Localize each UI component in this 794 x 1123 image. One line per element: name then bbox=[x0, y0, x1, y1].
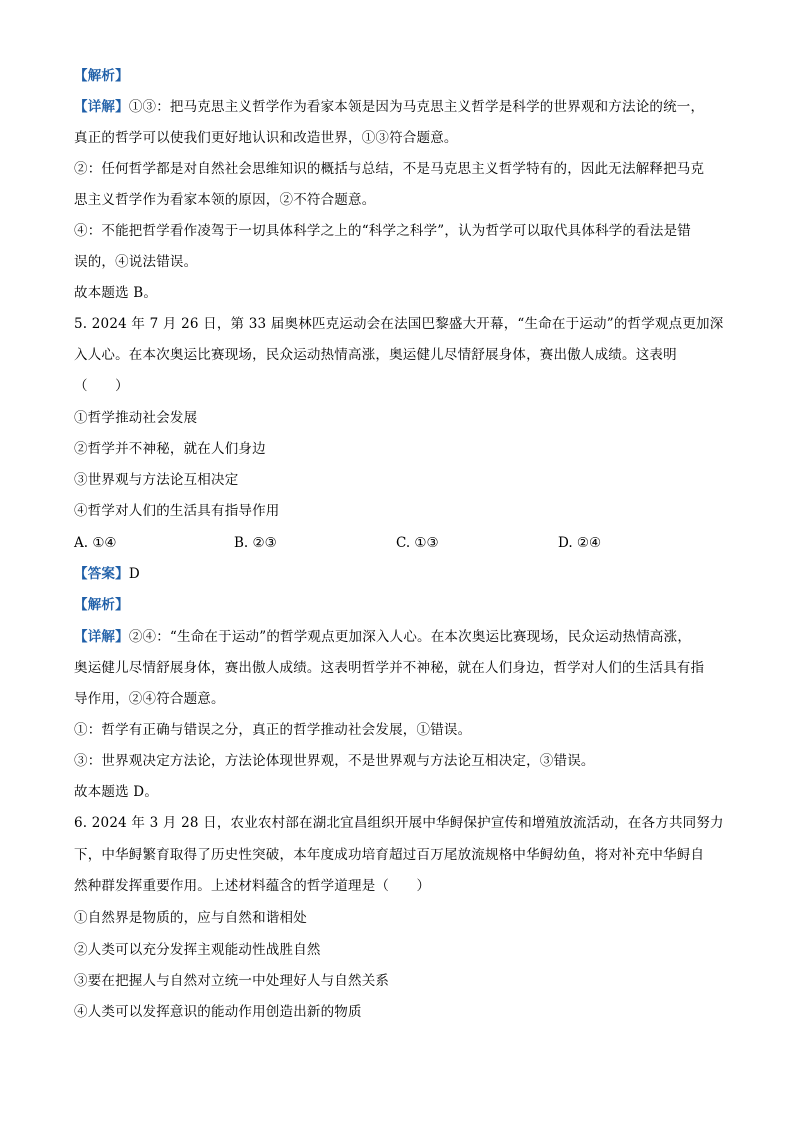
statement-item: ①自然界是物质的，应与自然和谐相处 bbox=[74, 910, 307, 926]
statement-item: ④哲学对人们的生活具有指导作用 bbox=[74, 503, 280, 519]
analysis-tag: 【解析】 bbox=[74, 597, 129, 613]
detail-line: 真正的哲学可以使我们更好地认识和改造世界，①③符合题意。 bbox=[74, 130, 458, 146]
statement-item: ④人类可以发挥意识的能动作用创造出新的物质 bbox=[74, 1004, 362, 1020]
detail-line: 奥运健儿尽情舒展身体，赛出傲人成绩。这表明哲学并不神秘，就在人们身边，哲学对人们的生活具有指 bbox=[74, 660, 705, 676]
question-stem: 入人心。在本次奥运比赛现场，民众运动热情高涨，奥运健儿尽情舒展身体，赛出傲人成绩。这表明 bbox=[74, 347, 677, 363]
statement-item: ③世界观与方法论互相决定 bbox=[74, 472, 239, 488]
paragraph-line: ①：哲学有正确与错误之分，真正的哲学推动社会发展，①错误。 bbox=[74, 722, 472, 738]
detail-tag: 【详解】 bbox=[74, 629, 129, 645]
answer-tag: 【答案】 bbox=[74, 566, 129, 582]
question-stem: 5. 2024 年 7 月 26 日，第 33 届奥林匹克运动会在法国巴黎盛大开幕，“生命在于运动”的哲学观点更加深 bbox=[74, 316, 724, 332]
answer-value: D bbox=[128, 566, 140, 582]
option-b: B. ②③ bbox=[234, 535, 277, 551]
paragraph-line: ④：不能把哲学看作凌驾于一切具体科学之上的“科学之科学”，认为哲学可以取代具体科学的看法是错 bbox=[74, 223, 692, 239]
answer-line bbox=[74, 564, 140, 584]
question-stem: （ ） bbox=[74, 378, 129, 394]
statement-item: ③要在把握人与自然对立统一中处理好人与自然关系 bbox=[74, 973, 390, 989]
detail-line: 导作用，②④符合题意。 bbox=[74, 691, 225, 707]
question-stem: 下，中华鲟繁育取得了历史性突破，本年度成功培育超过百万尾放流规格中华鲟幼鱼，将对补充中华鲟自 bbox=[74, 847, 705, 863]
conclusion: 故本题选 D。 bbox=[74, 784, 159, 800]
detail-line bbox=[74, 627, 691, 647]
detail-line bbox=[74, 97, 704, 117]
detail-text: ①③：把马克思主义哲学作为看家本领是因为马克思主义哲学是科学的世界观和方法论的统一， bbox=[128, 99, 705, 115]
option-a: A. ①④ bbox=[74, 535, 117, 551]
statement-item: ②人类可以充分发挥主观能动性战胜自然 bbox=[74, 942, 321, 958]
detail-tag: 【详解】 bbox=[74, 99, 129, 115]
detail-text: ②④：“生命在于运动”的哲学观点更加深入人心。在本次奥运比赛现场，民众运动热情高涨， bbox=[128, 629, 692, 645]
statement-item: ②哲学并不神秘，就在人们身边 bbox=[74, 441, 266, 457]
analysis-tag: 【解析】 bbox=[74, 68, 129, 84]
paragraph-line: ②：任何哲学都是对自然社会思维知识的概括与总结，不是马克思主义哲学特有的，因此无法解释把马克 bbox=[74, 161, 705, 177]
paragraph-line: 思主义哲学作为看家本领的原因，②不符合题意。 bbox=[74, 192, 376, 208]
question-stem: 6. 2024 年 3 月 28 日，农业农村部在湖北宜昌组织开展中华鲟保护宣传和增殖放流活动，在各方共同努力 bbox=[74, 815, 724, 831]
question-stem: 然种群发挥重要作用。上述材料蕴含的哲学道理是（ ） bbox=[74, 878, 431, 894]
paragraph-line: 误的，④说法错误。 bbox=[74, 254, 198, 270]
statement-item: ①哲学推动社会发展 bbox=[74, 410, 198, 426]
option-d: D. ②④ bbox=[558, 535, 602, 551]
conclusion: 故本题选 B。 bbox=[74, 285, 158, 301]
paragraph-line: ③：世界观决定方法论，方法论体现世界观，不是世界观与方法论互相决定，③错误。 bbox=[74, 753, 595, 769]
option-c: C. ①③ bbox=[396, 535, 439, 551]
